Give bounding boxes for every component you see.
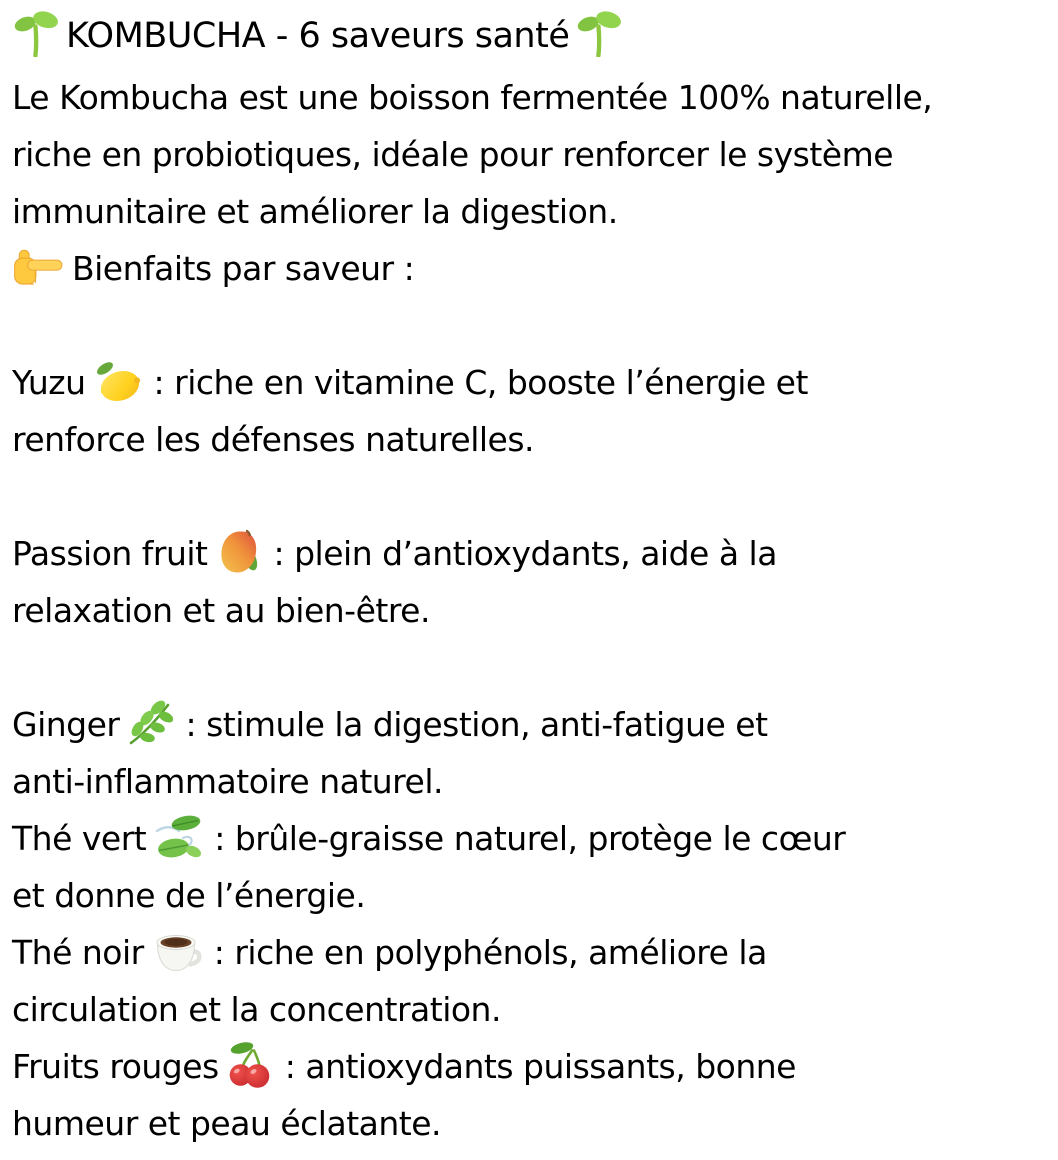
benefits-header-text: Bienfaits par saveur : [72, 249, 415, 288]
seedling-icon [577, 9, 621, 57]
flavor-description: : stimule la digestion, anti-fatigue et [185, 705, 768, 744]
flavor-description: : riche en polyphénols, améliore la [213, 933, 767, 972]
flavor-description: et donne de l’énergie. [12, 876, 366, 915]
flavor-description: : plein d’antioxydants, aide à la [273, 534, 777, 573]
flavor-description: humeur et peau éclatante. [12, 1104, 442, 1143]
flavor-description: anti-inflammatoire naturel. [12, 762, 443, 801]
flavor-name: Thé vert [12, 819, 147, 858]
flavor-description: : brûle-graisse naturel, protège le cœur [214, 819, 846, 858]
pointing-right-icon [12, 248, 64, 290]
flavor-item-fruits-rouges [12, 1038, 1048, 1152]
benefits-header [12, 240, 1048, 297]
intro-line: immunitaire et améliorer la digestion. [12, 192, 618, 231]
lemon-icon [94, 360, 142, 404]
flavor-name: Passion fruit [12, 534, 208, 573]
intro-line: Le Kombucha est une boisson fermentée 100% naturelle, [12, 78, 933, 117]
flavor-name: Fruits rouges [12, 1047, 219, 1086]
page-title [12, 8, 1048, 65]
seedling-icon [14, 9, 58, 57]
flavor-item-the-vert [12, 810, 1048, 924]
flavor-description: circulation et la concentration. [12, 990, 501, 1029]
mango-icon [216, 529, 262, 575]
flavor-name: Ginger [12, 705, 120, 744]
herb-icon [127, 700, 173, 746]
flavor-description: : antioxydants puissants, bonne [284, 1047, 796, 1086]
hot-beverage-cup-icon [152, 930, 202, 974]
intro-paragraph [12, 69, 1048, 240]
page-title-text: KOMBUCHA - 6 saveurs santé [66, 16, 570, 56]
leaf-fluttering-in-wind-icon [154, 814, 202, 860]
flavor-name: Thé noir [12, 933, 144, 972]
flavor-description: renforce les défenses naturelles. [12, 420, 535, 459]
cherries-icon [227, 1040, 273, 1088]
flavor-item-yuzu [12, 354, 1048, 468]
flavor-item-ginger [12, 696, 1048, 810]
flavor-description: : riche en vitamine C, booste l’énergie et [153, 363, 808, 402]
flavor-item-passion-fruit [12, 525, 1048, 639]
flavor-description: relaxation et au bien-être. [12, 591, 430, 630]
intro-line: riche en probiotiques, idéale pour renforcer le système [12, 135, 894, 174]
flavor-name: Yuzu [12, 363, 86, 402]
flavor-item-the-noir [12, 924, 1048, 1038]
